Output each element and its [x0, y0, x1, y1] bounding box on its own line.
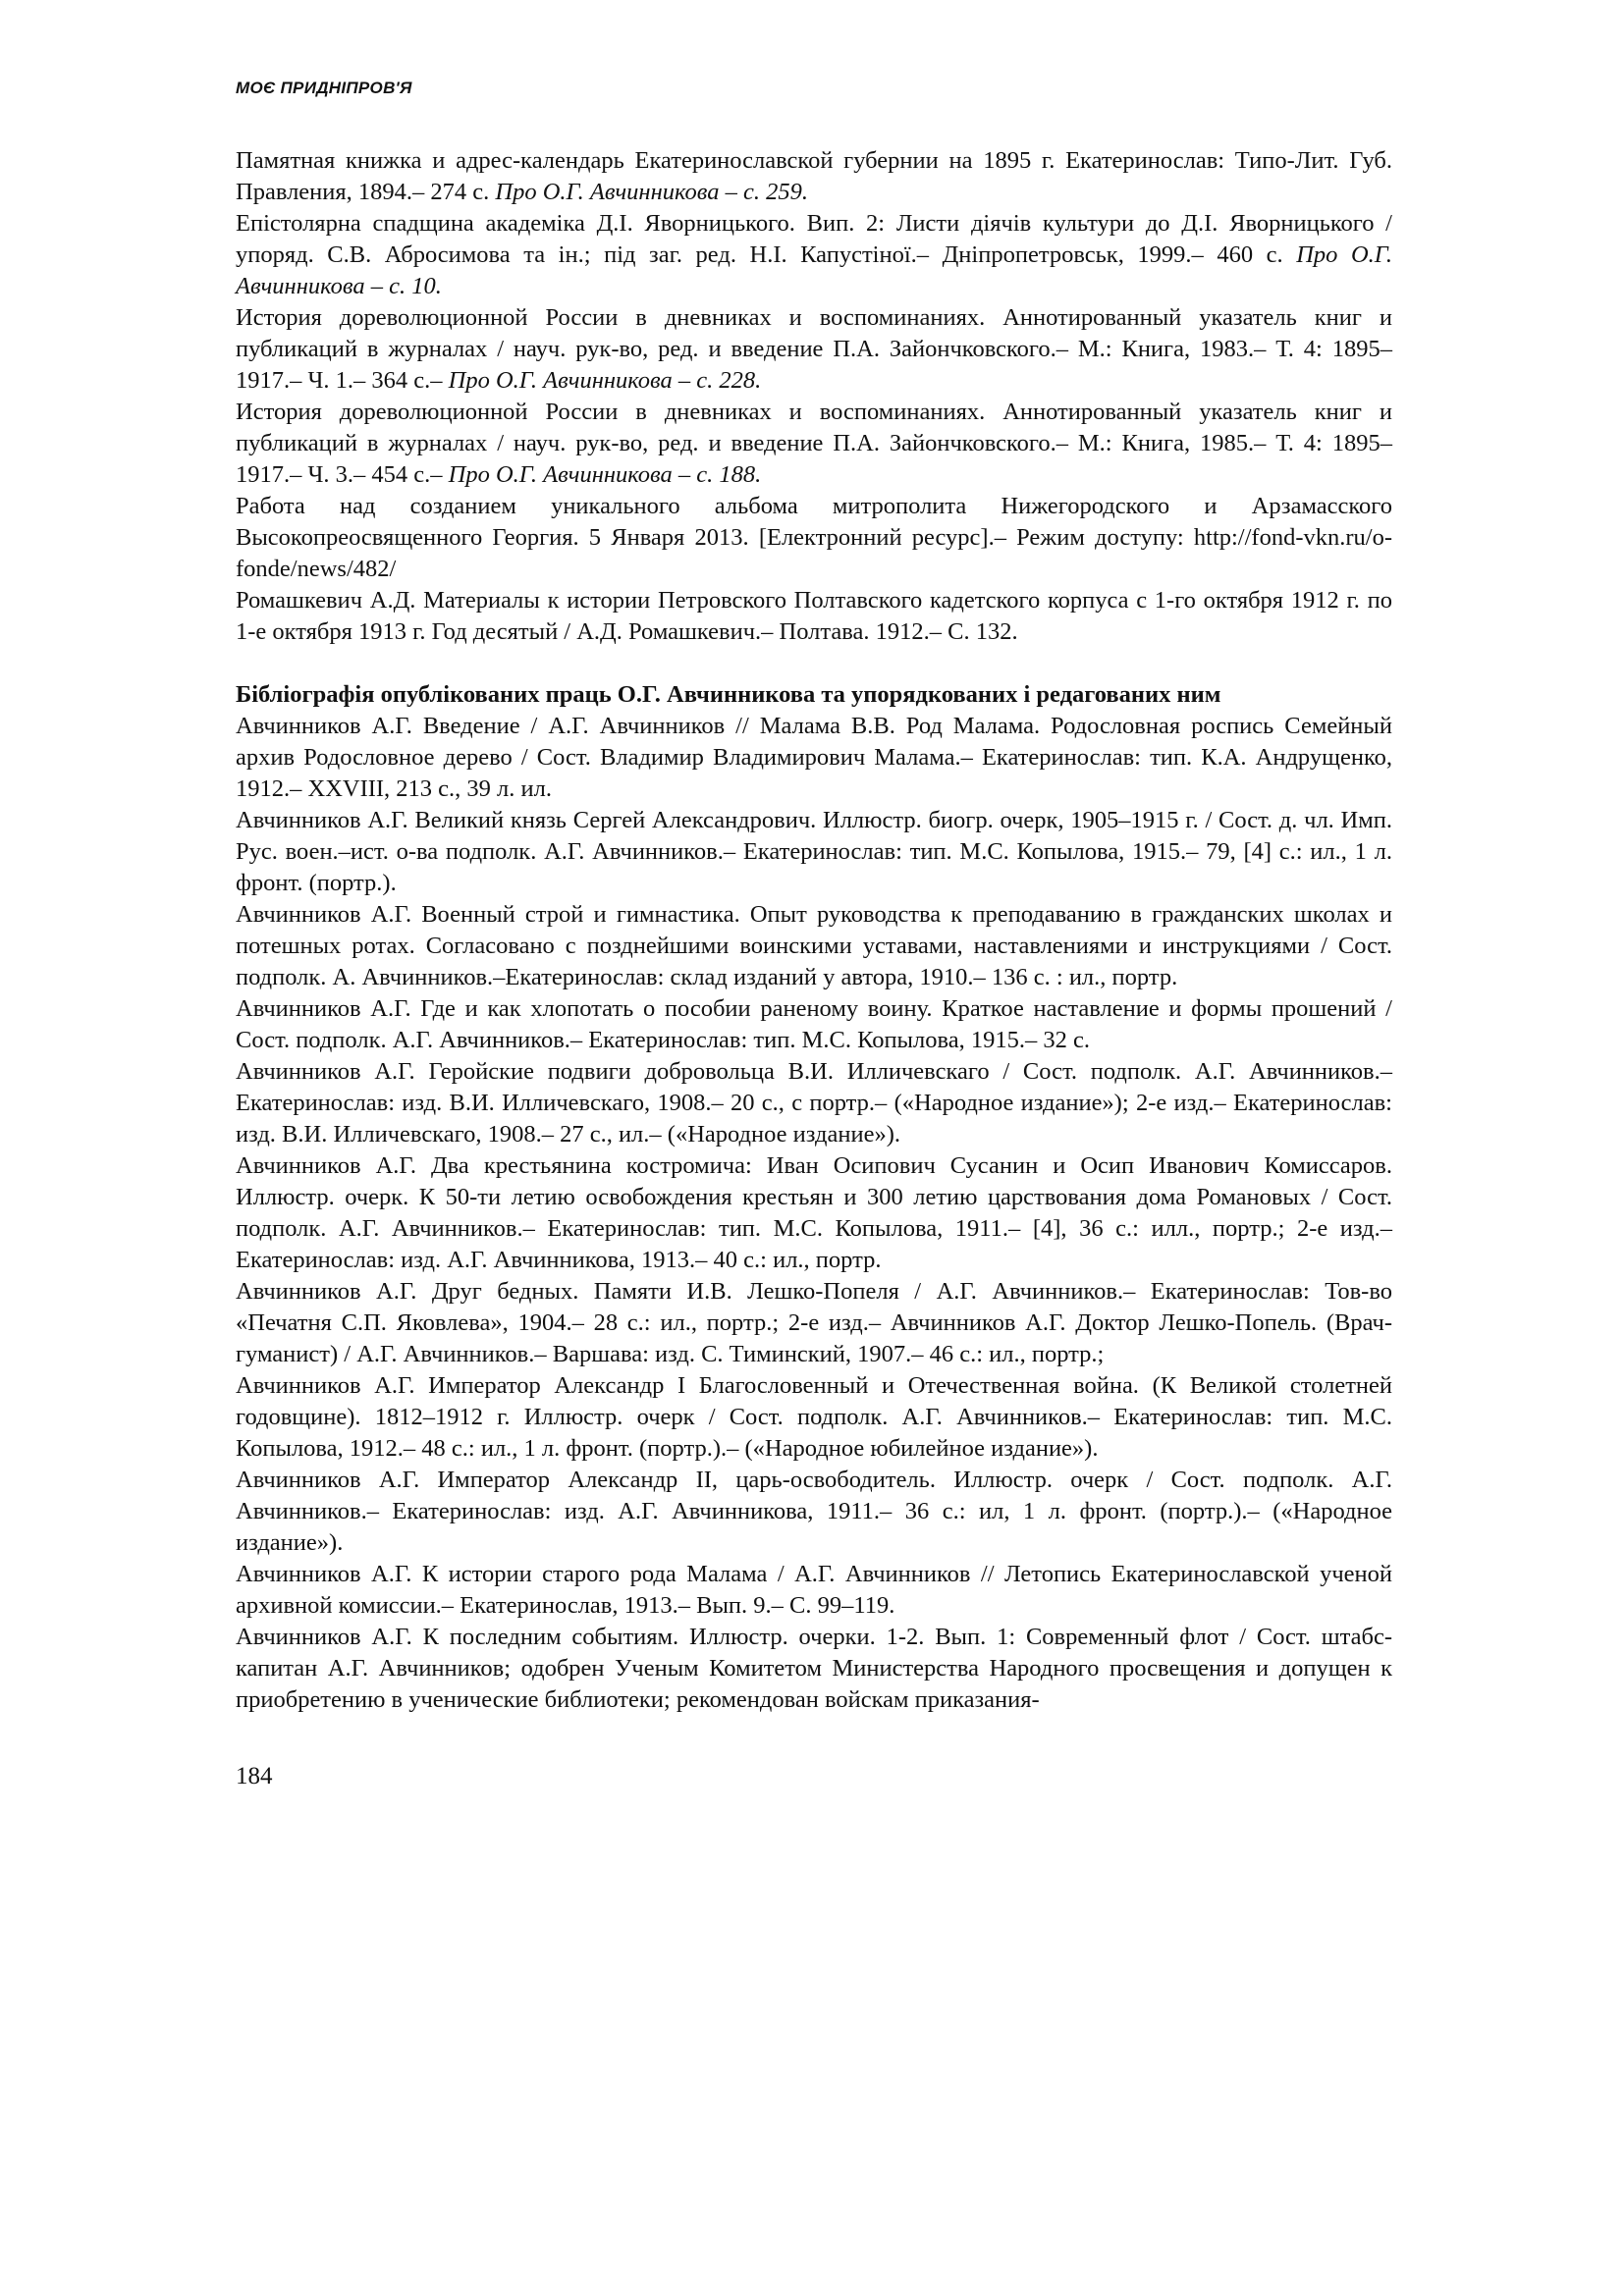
bibliography-heading: Бібліографія опублікованих праць О.Г. Авчинникова та упорядкованих і редагованих ним — [236, 681, 1221, 708]
bibliography-entry: Авчинников А.Г. Введение / А.Г. Авчинников // Малама В.В. Род Малама. Родословная роспись Семейный архив Родословное дерево / Сост. Владимир Владимирович Малама.– Екатеринослав: тип. К.А. Андрущенко, 1912.– XXVIII, 213 с., 39 л. ил. — [236, 713, 1392, 802]
source-entry: История дореволюционной России в дневниках и воспоминаниях. Аннотированный указатель книг и публикаций в журналах / науч. рук-во, ред. и введение П.А. Зайончковского.– М.: Книга, 1985.– Т. 4: 1895–1917.– Ч. 3.– 454 с.– Про О.Г. Авчинникова – с. 188. — [236, 399, 1392, 488]
source-entry: Памятная книжка и адрес-календарь Екатеринославской губернии на 1895 г. Екатеринослав: Типо-Лит. Губ. Правления, 1894.– 274 с. Про О.Г. Авчинникова – с. 259. — [236, 147, 1392, 205]
bibliography-entry: Авчинников А.Г. К истории старого рода Малама / А.Г. Авчинников // Летопись Екатеринославской ученой архивной комиссии.– Екатеринослав, 1913.– Вып. 9.– С. 99–119. — [236, 1561, 1392, 1619]
bibliography-entry: Авчинников А.Г. Военный строй и гимнастика. Опыт руководства к преподаванию в гражданских школах и потешных ротах. Согласовано с позднейшими воинскими уставами, наставлениями и инструкциями / Сост. подполк. А. Авчинников.–Екатеринослав: склад изданий у автора, 1910.– 136 с. : ил., портр. — [236, 901, 1392, 990]
sources-list — [236, 145, 1392, 648]
bibliography-entry: Авчинников А.Г. Где и как хлопотать о пособии раненому воину. Краткое наставление и формы прошений / Сост. подполк. А.Г. Авчинников.– Екатеринослав: тип. М.С. Копылова, 1915.– 32 с. — [236, 995, 1392, 1053]
source-entry: Епістолярна спадщина академіка Д.І. Яворницького. Вип. 2: Листи діячів культури до Д.І. Яворницького / упоряд. С.В. Абросимова та ін.; під заг. ред. Н.І. Капустіної.– Дніпропетровськ, 1999.– 460 с. Про О.Г. Авчинникова – с. 10. — [236, 210, 1392, 299]
bibliography-entry: Авчинников А.Г. Великий князь Сергей Александрович. Иллюстр. биогр. очерк, 1905–1915 г. / Сост. д. чл. Имп. Рус. воен.–ист. о-ва подполк. А.Г. Авчинников.– Екатеринослав: тип. М.С. Копылова, 1915.– 79, [4] с.: ил., 1 л. фронт. (портр.). — [236, 807, 1392, 896]
source-note: Про О.Г. Авчинникова – с. 259. — [495, 179, 808, 205]
bibliography-entry: Авчинников А.Г. Геройские подвиги добровольца В.И. Илличевскаго / Сост. подполк. А.Г. Авчинников.– Екатеринослав: изд. В.И. Илличевскаго, 1908.– 20 с., с портр.– («Народное издание»); 2-е изд.– Екатеринослав: изд. В.И. Илличевскаго, 1908.– 27 с., ил.– («Народное издание»). — [236, 1058, 1392, 1148]
source-entry: История дореволюционной России в дневниках и воспоминаниях. Аннотированный указатель книг и публикаций в журналах / науч. рук-во, ред. и введение П.А. Зайончковского.– М.: Книга, 1983.– Т. 4: 1895–1917.– Ч. 1.– 364 с.– Про О.Г. Авчинникова – с. 228. — [236, 304, 1392, 394]
bibliography-entry: Авчинников А.Г. Два крестьянина костромича: Иван Осипович Сусанин и Осип Иванович Комиссаров. Иллюстр. очерк. К 50-ти летию освобождения крестьян и 300 летию царствования дома Романовых / Сост. подполк. А.Г. Авчинников.– Екатеринослав: тип. М.С. Копылова, 1911.– [4], 36 с.: илл., портр.; 2-е изд.–Екатеринослав: изд. А.Г. Авчинникова, 1913.– 40 с.: ил., портр. — [236, 1152, 1392, 1273]
bibliography-entry: Авчинников А.Г. Друг бедных. Памяти И.В. Лешко-Попеля / А.Г. Авчинников.– Екатеринослав: Тов-во «Печатня С.П. Яковлева», 1904.– 28 с.: ил., портр.; 2-е изд.– Авчинников А.Г. Доктор Лешко-Попель. (Врач-гуманист) / А.Г. Авчинников.– Варшава: изд. С. Тиминский, 1907.– 46 с.: ил., портр.; — [236, 1278, 1392, 1367]
page-content — [236, 145, 1392, 1716]
source-entry: Работа над созданием уникального альбома митрополита Нижегородского и Арзамасского Высокопреосвященного Георгия. 5 Января 2013. [Електронний ресурс].– Режим доступу: http://fond-vkn.ru/o-fonde/news/482/ — [236, 493, 1392, 582]
source-note: Про О.Г. Авчинникова – с. 10. — [236, 241, 1392, 299]
bibliography-list — [236, 711, 1392, 1716]
running-header: МОЄ ПРИДНІПРОВ'Я — [236, 79, 412, 97]
bibliography-entry: Авчинников А.Г. К последним событиям. Иллюстр. очерки. 1-2. Вып. 1: Современный флот / Сост. штабс-капитан А.Г. Авчинников; одобрен Ученым Комитетом Министерства Народного просвещения и допущен к приобретению в ученические библиотеки; рекомендован войскам приказания- — [236, 1624, 1392, 1713]
page-number: 184 — [236, 1763, 273, 1789]
bibliography-entry: Авчинников А.Г. Император Александр II, царь-освободитель. Иллюстр. очерк / Сост. подполк. А.Г. Авчинников.– Екатеринослав: изд. А.Г. Авчинникова, 1911.– 36 с.: ил, 1 л. фронт. (портр.).– («Народное издание»). — [236, 1467, 1392, 1556]
source-entry: Ромашкевич А.Д. Материалы к истории Петровского Полтавского кадетского корпуса с 1-го октября 1912 г. по 1-е октября 1913 г. Год десятый / А.Д. Ромашкевич.– Полтава. 1912.– С. 132. — [236, 587, 1392, 645]
source-note: Про О.Г. Авчинникова – с. 228. — [448, 367, 762, 394]
source-note: Про О.Г. Авчинникова – с. 188. — [448, 461, 762, 488]
bibliography-entry: Авчинников А.Г. Император Александр I Благословенный и Отечественная война. (К Великой столетней годовщине). 1812–1912 г. Иллюстр. очерк / Сост. подполк. А.Г. Авчинников.– Екатеринослав: тип. М.С. Копылова, 1912.– 48 с.: ил., 1 л. фронт. (портр.).– («Народное юбилейное издание»). — [236, 1372, 1392, 1462]
